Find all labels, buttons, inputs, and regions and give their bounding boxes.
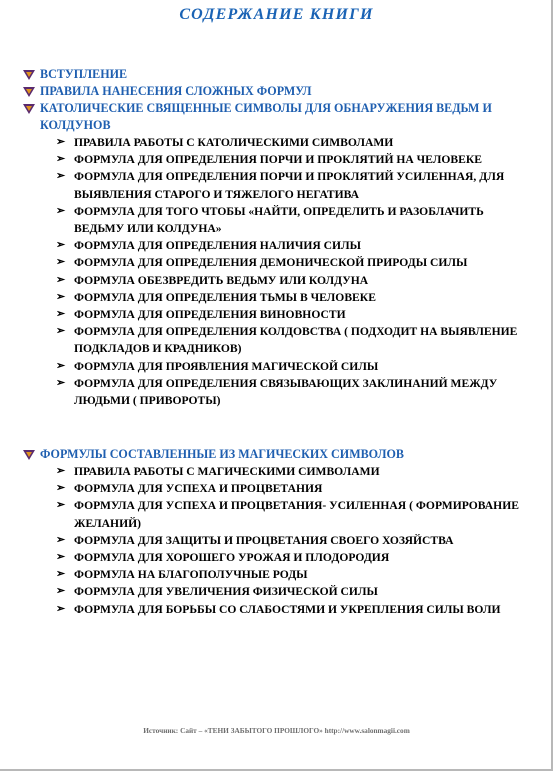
toc-item[interactable] bbox=[20, 203, 539, 237]
toc-item[interactable] bbox=[20, 463, 539, 480]
toc-section-label: ФОРМУЛЫ СОСТАВЛЕННЫЕ ИЗ МАГИЧЕСКИХ СИМВОЛОВ bbox=[40, 447, 404, 461]
toc-item[interactable] bbox=[20, 168, 539, 202]
toc-item-label: ФОРМУЛА ДЛЯ ОПРЕДЕЛЕНИЯ ВИНОВНОСТИ bbox=[74, 308, 346, 322]
arrow-bullet-icon: ➢ bbox=[56, 359, 66, 372]
toc-group-1 bbox=[20, 66, 539, 409]
toc-item[interactable] bbox=[20, 480, 539, 497]
arrow-bullet-icon: ➢ bbox=[56, 239, 66, 252]
toc-item[interactable] bbox=[20, 323, 539, 357]
arrow-bullet-icon: ➢ bbox=[56, 153, 66, 166]
toc-section-magical[interactable] bbox=[20, 446, 539, 463]
toc-item-label: ФОРМУЛА ДЛЯ ПРОЯВЛЕНИЯ МАГИЧЕСКОЙ СИЛЫ bbox=[74, 359, 379, 373]
arrow-bullet-icon: ➢ bbox=[56, 325, 66, 338]
toc-item[interactable] bbox=[20, 306, 539, 323]
toc-item[interactable] bbox=[20, 601, 539, 618]
bullet-icon bbox=[22, 449, 36, 461]
bullet-icon bbox=[22, 69, 36, 81]
toc-item-label: ФОРМУЛА ОБЕЗВРЕДИТЬ ВЕДЬМУ ИЛИ КОЛДУНА bbox=[74, 273, 369, 287]
toc-item-label: ПРАВИЛА РАБОТЫ С КАТОЛИЧЕСКИМИ СИМВОЛАМИ bbox=[74, 136, 394, 149]
toc-section-label: ВСТУПЛЕНИЕ bbox=[40, 67, 128, 81]
toc-item-label: ФОРМУЛА ДЛЯ ОПРЕДЕЛЕНИЯ ПОРЧИ И ПРОКЛЯТИЙ НА ЧЕЛОВЕКЕ bbox=[74, 153, 483, 167]
arrow-bullet-icon: ➢ bbox=[56, 602, 66, 615]
arrow-bullet-icon: ➢ bbox=[56, 465, 66, 477]
arrow-bullet-icon: ➢ bbox=[56, 482, 66, 495]
arrow-bullet-icon: ➢ bbox=[56, 308, 66, 321]
arrow-bullet-icon: ➢ bbox=[56, 376, 66, 389]
toc-item-label: ФОРМУЛА ДЛЯ УВЕЛИЧЕНИЯ ФИЗИЧЕСКОЙ СИЛЫ bbox=[74, 585, 378, 599]
toc-item[interactable] bbox=[20, 151, 539, 168]
toc-item[interactable] bbox=[20, 254, 539, 271]
page-title: СОДЕРЖАНИЕ КНИГИ bbox=[179, 6, 374, 23]
arrow-bullet-icon: ➢ bbox=[56, 585, 66, 598]
arrow-bullet-icon: ➢ bbox=[56, 256, 66, 269]
toc-group-2 bbox=[20, 446, 539, 618]
toc-item[interactable] bbox=[20, 497, 539, 531]
toc-item[interactable] bbox=[20, 272, 539, 289]
bullet-icon bbox=[22, 86, 36, 98]
toc-item[interactable] bbox=[20, 237, 539, 254]
toc-item-label: ПРАВИЛА РАБОТЫ С МАГИЧЕСКИМИ СИМВОЛАМИ bbox=[74, 465, 380, 478]
toc-item-label: ФОРМУЛА ДЛЯ ХОРОШЕГО УРОЖАЯ И ПЛОДОРОДИЯ bbox=[74, 551, 390, 565]
arrow-bullet-icon: ➢ bbox=[56, 290, 66, 303]
arrow-bullet-icon: ➢ bbox=[56, 568, 66, 581]
arrow-bullet-icon: ➢ bbox=[56, 533, 66, 546]
arrow-bullet-icon: ➢ bbox=[56, 499, 66, 512]
toc-item-label: ФОРМУЛА ДЛЯ ОПРЕДЕЛЕНИЯ СВЯЗЫВАЮЩИХ ЗАКЛИНАНИЙ МЕЖДУ ЛЮДЬМИ ( ПРИВОРОТЫ) bbox=[74, 376, 498, 408]
toc-item-label: ФОРМУЛА ДЛЯ ОПРЕДЕЛЕНИЯ КОЛДОВСТВА ( ПОДХОДИТ НА ВЫЯВЛЕНИЕ ПОДКЛАДОВ И КРАДНИКОВ) bbox=[74, 325, 518, 356]
bullet-icon bbox=[22, 103, 36, 115]
toc-item-label: ФОРМУЛА ДЛЯ ЗАЩИТЫ И ПРОЦВЕТАНИЯ СВОЕГО ХОЗЯЙСТВА bbox=[74, 533, 454, 547]
toc-item-label: ФОРМУЛА ДЛЯ ОПРЕДЕЛЕНИЯ ДЕМОНИЧЕСКОЙ ПРИРОДЫ СИЛЫ bbox=[74, 256, 468, 270]
toc-item[interactable] bbox=[20, 289, 539, 306]
toc-item[interactable] bbox=[20, 375, 539, 409]
arrow-bullet-icon: ➢ bbox=[56, 136, 66, 148]
toc-item-label: ФОРМУЛА ДЛЯ ОПРЕДЕЛЕНИЯ ПОРЧИ И ПРОКЛЯТИЙ УСИЛЕННАЯ, ДЛЯ ВЫЯВЛЕНИЯ СТАРОГО И ТЯЖЕЛОГО НЕГАТИВА bbox=[74, 170, 505, 201]
toc-item-label: ФОРМУЛА НА БЛАГОПОЛУЧНЫЕ РОДЫ bbox=[74, 568, 308, 582]
toc-section-label: ПРАВИЛА НАНЕСЕНИЯ СЛОЖНЫХ ФОРМУЛ bbox=[40, 84, 312, 98]
toc-item-label: ФОРМУЛА ДЛЯ ТОГО ЧТОБЫ «НАЙТИ, ОПРЕДЕЛИТЬ И РАЗОБЛАЧИТЬ ВЕДЬМУ ИЛИ КОЛДУНА» bbox=[74, 204, 484, 236]
arrow-bullet-icon: ➢ bbox=[56, 273, 66, 286]
source-footer: Источник: Сайт – «ТЕНИ ЗАБЫТОГО ПРОШЛОГО» http://www.salonmagii.com bbox=[143, 726, 410, 735]
toc-item-label: ФОРМУЛА ДЛЯ УСПЕХА И ПРОЦВЕТАНИЯ bbox=[74, 482, 323, 496]
toc-item[interactable] bbox=[20, 134, 539, 151]
toc-section-rules[interactable] bbox=[20, 83, 539, 100]
toc-item[interactable] bbox=[20, 583, 539, 600]
toc-item-label: ФОРМУЛА ДЛЯ БОРЬБЫ СО СЛАБОСТЯМИ И УКРЕПЛЕНИЯ СИЛЫ ВОЛИ bbox=[74, 602, 501, 616]
toc-item-label: ФОРМУЛА ДЛЯ ОПРЕДЕЛЕНИЯ НАЛИЧИЯ СИЛЫ bbox=[74, 239, 362, 253]
toc-item-label: ФОРМУЛА ДЛЯ ОПРЕДЕЛЕНИЯ ТЬМЫ В ЧЕЛОВЕКЕ bbox=[74, 290, 376, 304]
toc-item[interactable] bbox=[20, 566, 539, 583]
toc-section-label: КАТОЛИЧЕСКИЕ СВЯЩЕННЫЕ СИМВОЛЫ ДЛЯ ОБНАРУЖЕНИЯ ВЕДЬМ И КОЛДУНОВ bbox=[40, 101, 492, 132]
toc-section-introduction[interactable] bbox=[20, 66, 539, 83]
arrow-bullet-icon: ➢ bbox=[56, 551, 66, 564]
toc-item-label: ФОРМУЛА ДЛЯ УСПЕХА И ПРОЦВЕТАНИЯ- УСИЛЕННАЯ ( ФОРМИРОВАНИЕ ЖЕЛАНИЙ) bbox=[74, 499, 519, 530]
toc-item[interactable] bbox=[20, 358, 539, 375]
arrow-bullet-icon: ➢ bbox=[56, 170, 66, 183]
toc-item[interactable] bbox=[20, 549, 539, 566]
toc-section-catholic[interactable] bbox=[20, 100, 539, 134]
arrow-bullet-icon: ➢ bbox=[56, 204, 66, 217]
toc-item[interactable] bbox=[20, 532, 539, 549]
